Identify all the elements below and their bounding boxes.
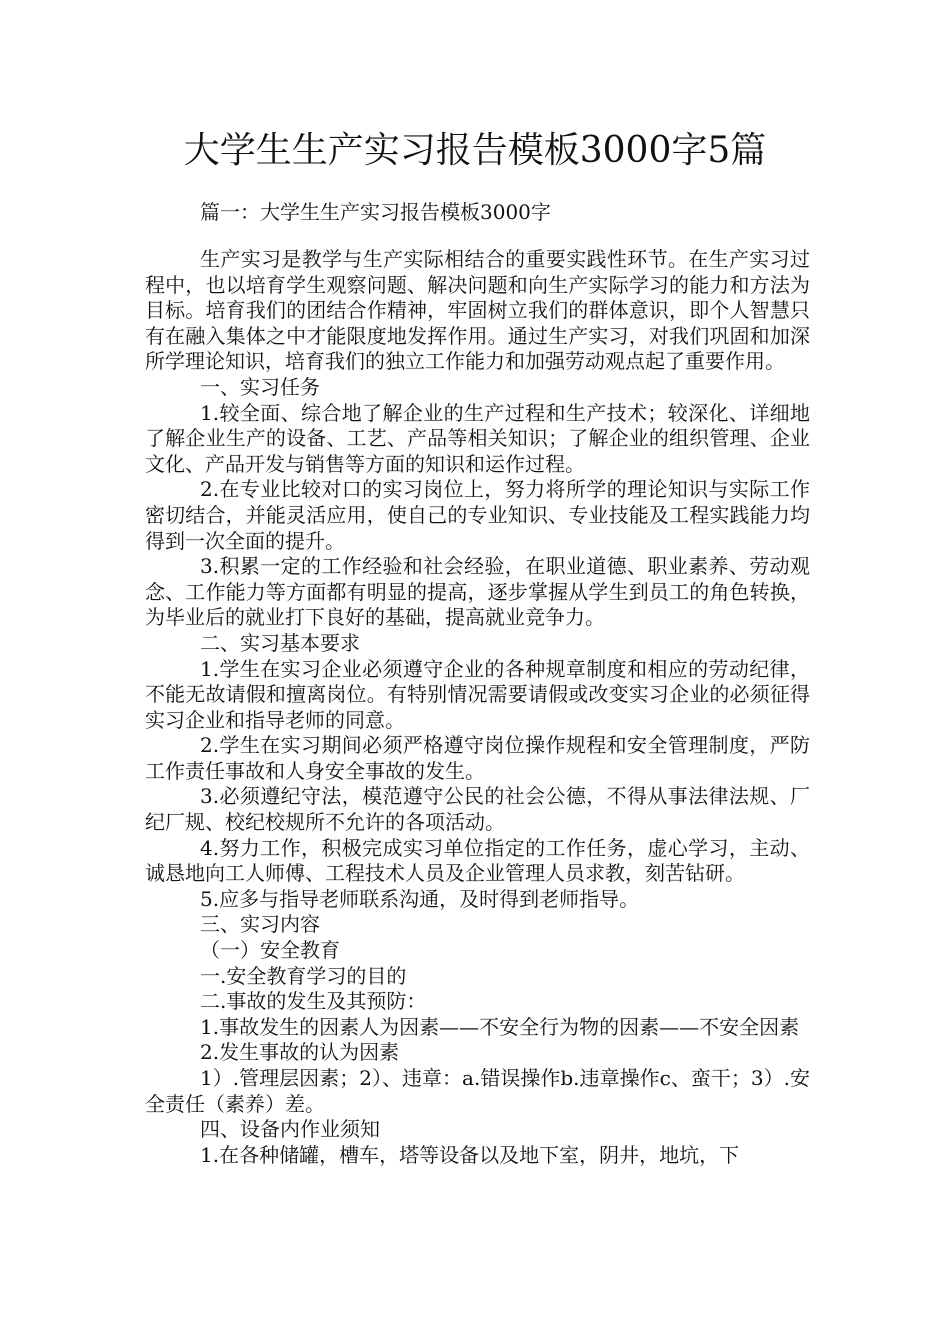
paragraph: 1.在各种储罐，槽车，塔等设备以及地下室，阴井，地坑，下 bbox=[200, 1142, 740, 1167]
paragraph: 1.学生在实习企业必须遵守企业的各种规章制度和相应的劳动纪律，不能无故请假和擅离岗位。有特别情况需要请假或改变实习企业的必须征得实习企业和指导老师的同意。 bbox=[145, 656, 810, 732]
paragraph: 二.事故的发生及其预防： bbox=[200, 989, 427, 1014]
paragraph: 2.学生在实习期间必须严格遵守岗位操作规程和安全管理制度，严防工作责任事故和人身安全事故的发生。 bbox=[145, 733, 810, 783]
document-subtitle: 篇一：大学生生产实习报告模板3000字 bbox=[200, 200, 551, 224]
paragraph: 4.努力工作，积极完成实习单位指定的工作任务，虚心学习，主动、诚恳地向工人师傅、工程技术人员及企业管理人员求教，刻苦钻研。 bbox=[145, 835, 810, 886]
section-heading: 三、实习内容 bbox=[200, 912, 320, 937]
section-heading: 二、实习基本要求 bbox=[200, 630, 360, 655]
section-heading: 一、实习任务 bbox=[200, 374, 320, 399]
section-heading: 四、设备内作业须知 bbox=[200, 1117, 380, 1142]
document-body bbox=[145, 247, 810, 1168]
paragraph: 1）.管理层因素；2）、违章：a.错误操作b.违章操作c、蛮干；3）.安全责任（素养）差。 bbox=[145, 1066, 810, 1116]
paragraph: 3.积累一定的工作经验和社会经验，在职业道德、职业素养、劳动观念、工作能力等方面都有明显的提高，逐步掌握从学生到员工的角色转换，为毕业后的就业打下良好的基础，提高就业竞争力。 bbox=[145, 554, 810, 630]
paragraph: 2.发生事故的认为因素 bbox=[200, 1040, 400, 1065]
paragraph: 5.应多与指导老师联系沟通，及时得到老师指导。 bbox=[200, 886, 640, 911]
paragraph: 1.较全面、综合地了解企业的生产过程和生产技术；较深化、详细地了解企业生产的设备、工艺、产品等相关知识；了解企业的组织管理、企业文化、产品开发与销售等方面的知识和运作过程。 bbox=[145, 400, 810, 476]
paragraph: 1.事故发生的因素人为因素——不安全行为物的因素——不安全因素 bbox=[200, 1014, 800, 1039]
subsection-heading: （一）安全教育 bbox=[200, 938, 340, 963]
document-title: 大学生生产实习报告模板3000字5篇 bbox=[183, 130, 767, 171]
paragraph: 一.安全教育学习的目的 bbox=[200, 963, 407, 988]
paragraph: 2.在专业比较对口的实习岗位上，努力将所学的理论知识与实际工作密切结合，并能灵活应用，使自己的专业知识、专业技能及工程实践能力均得到一次全面的提升。 bbox=[145, 477, 810, 553]
paragraph: 生产实习是教学与生产实际相结合的重要实践性环节。在生产实习过程中，也以培育学生观察问题、解决问题和向生产实际学习的能力和方法为目标。培育我们的团结合作精神，牢固树立我们的群体意识，即个人智慧只有在融入集体之中才能限度地发挥作用。通过生产实习，对我们巩固和加深所学理论知识，培育我们的独立工作能力和加强劳动观点起了重要作用。 bbox=[145, 247, 810, 374]
paragraph: 3.必须遵纪守法，模范遵守公民的社会公德，不得从事法律法规、厂纪厂规、校纪校规所不允许的各项活动。 bbox=[145, 784, 810, 835]
